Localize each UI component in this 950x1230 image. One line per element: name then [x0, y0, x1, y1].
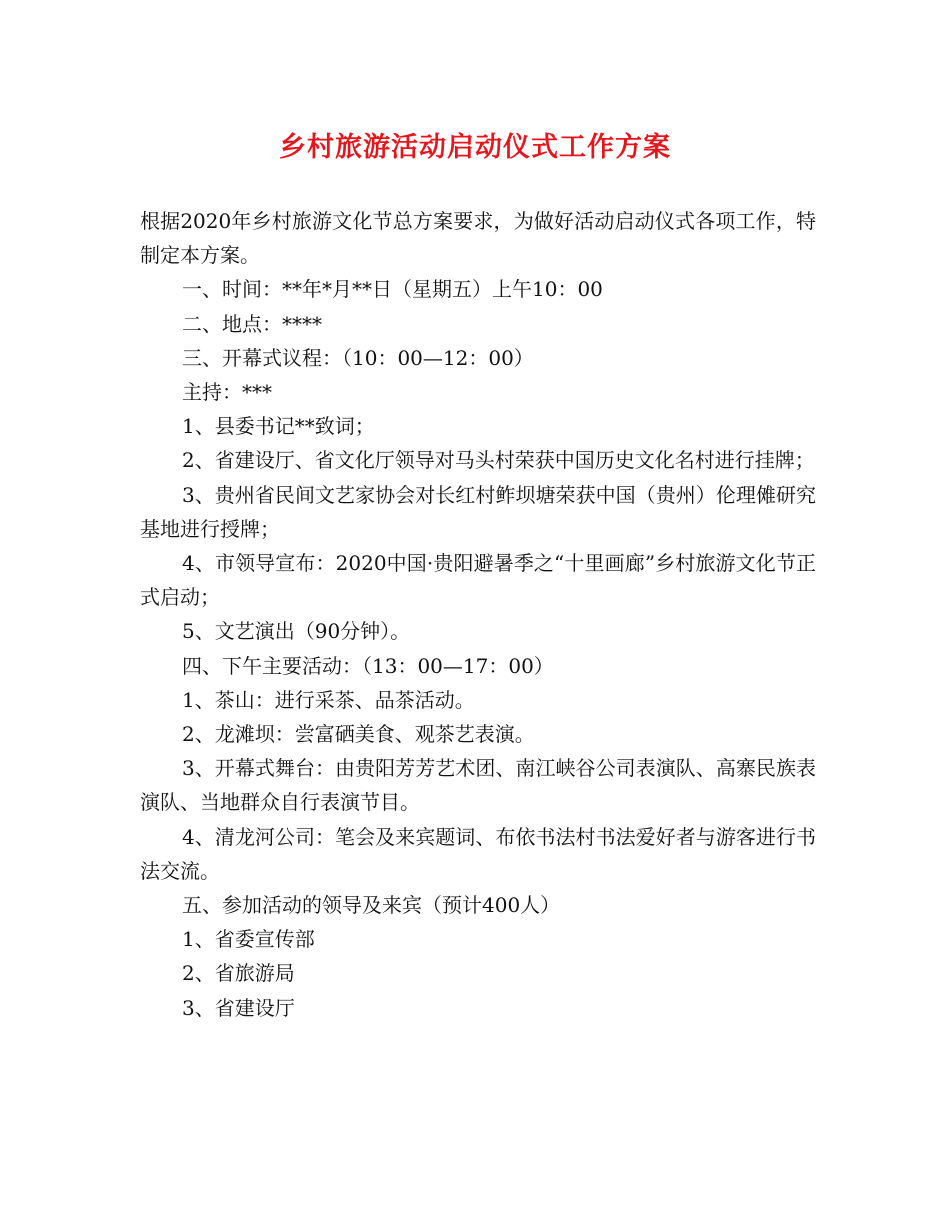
paragraph-guest-item-1: 1、省委宣传部: [182, 927, 315, 952]
paragraph-agenda-item-5: 5、文艺演出（90分钟）。: [182, 619, 411, 644]
paragraph-time: 一、时间：**年*月**日（星期五）上午10：00: [182, 277, 603, 302]
paragraph-afternoon-item-2: 2、龙滩坝：尝富硒美食、观茶艺表演。: [182, 722, 535, 747]
paragraph-agenda-heading: 三、开幕式议程：（10：00—12：00）: [182, 345, 534, 370]
paragraph-afternoon-item-4: 4、清龙河公司：笔会及来宾题词、布依书法村书法爱好者与游客进行书法交流。: [140, 824, 816, 883]
paragraph-agenda-item-4: 4、市领导宣布：2020中国·贵阳避暑季之“十里画廊”乡村旅游文化节正式启动；: [140, 551, 816, 610]
paragraph-agenda-item-3: 3、贵州省民间文艺家协会对长红村鲊坝塘荣获中国（贵州）伦理傩研究基地进行授牌；: [140, 482, 816, 541]
paragraph-guest-item-2: 2、省旅游局: [182, 961, 295, 986]
paragraph-guests-heading: 五、参加活动的领导及来宾（预计400人）: [182, 893, 561, 918]
document-title: 乡村旅游活动启动仪式工作方案: [279, 132, 671, 163]
paragraph-host: 主持：***: [182, 380, 272, 405]
paragraph-afternoon-heading: 四、下午主要活动：（13：00—17：00）: [182, 653, 554, 678]
paragraph-agenda-item-1: 1、县委书记**致词；: [182, 414, 375, 439]
document-body: [140, 204, 816, 1025]
paragraph-location: 二、地点：****: [182, 311, 322, 336]
paragraph-afternoon-item-3: 3、开幕式舞台：由贵阳芳芳艺术团、南江峡谷公司表演队、高寨民族表演队、当地群众自行表演节目。: [140, 756, 816, 815]
paragraph-afternoon-item-1: 1、茶山：进行采茶、品茶活动。: [182, 687, 475, 712]
paragraph-agenda-item-2: 2、省建设厅、省文化厅领导对马头村荣获中国历史文化名村进行挂牌；: [182, 448, 815, 473]
paragraph-intro: 根据2020年乡村旅游文化节总方案要求，为做好活动启动仪式各项工作，特制定本方案。: [140, 209, 816, 268]
paragraph-guest-item-3: 3、省建设厅: [182, 995, 295, 1020]
